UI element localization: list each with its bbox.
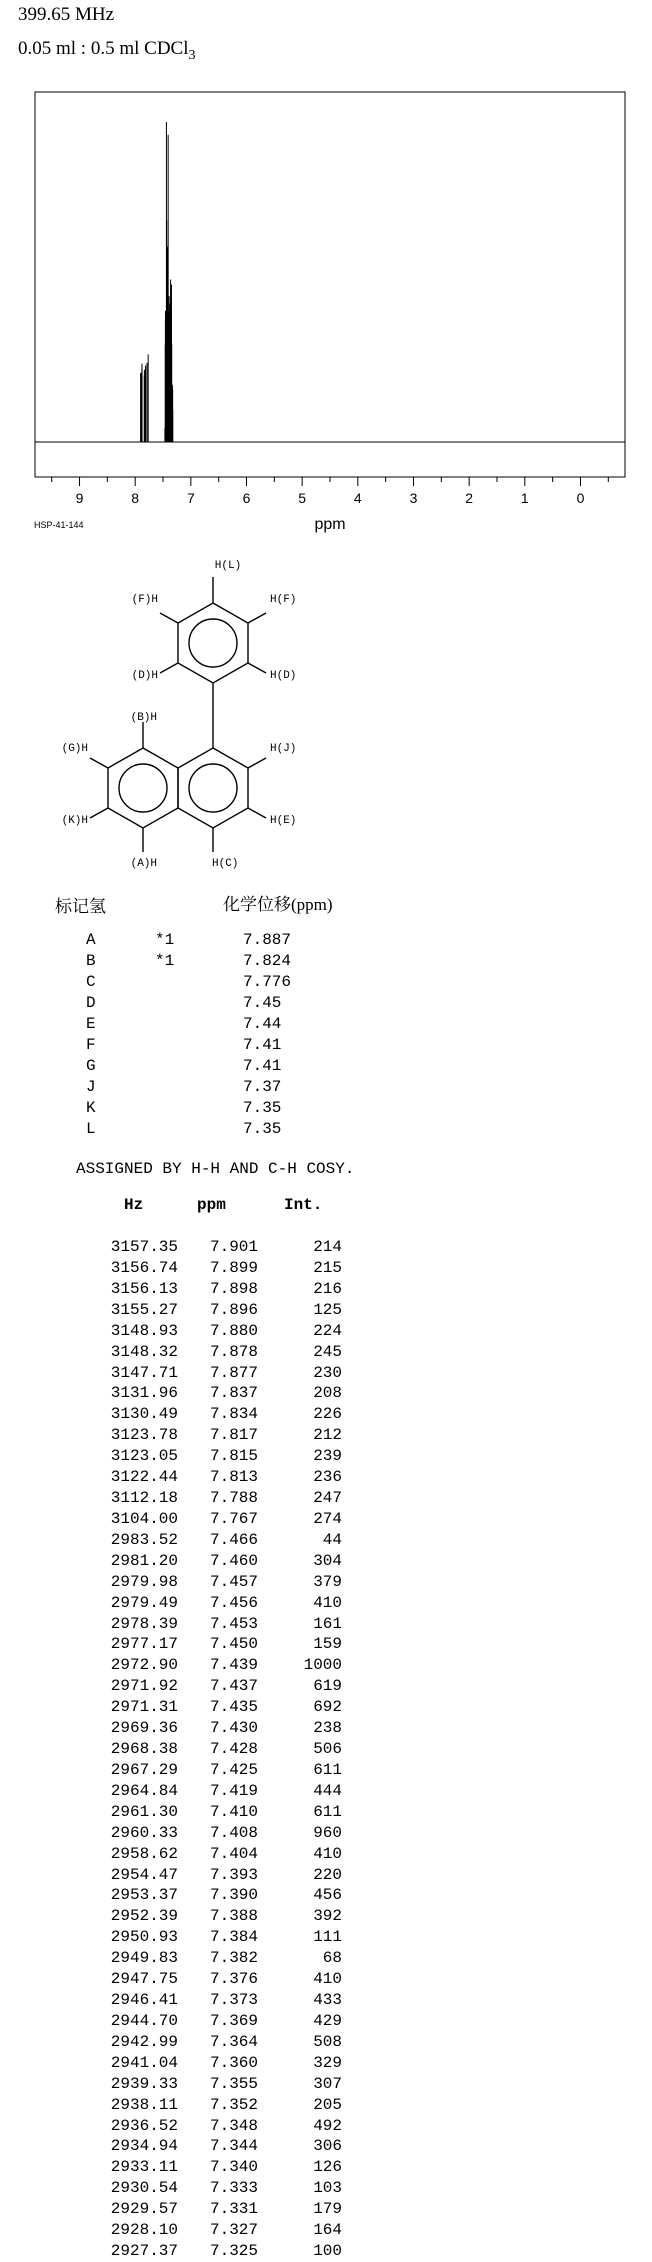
assignment-row (55, 1077, 375, 1098)
x-axis-title: ppm (314, 516, 346, 533)
peak-row (94, 2117, 344, 2137)
peak-hz: 2969.36 (110, 1719, 178, 1738)
peak-intensity: 274 (313, 1509, 342, 1528)
peak-hz: 2930.54 (110, 2179, 178, 2198)
peak-intensity: 245 (313, 1342, 342, 1361)
x-tick-label: 7 (186, 490, 195, 506)
peak-ppm: 7.373 (209, 1991, 258, 2009)
bond-h-d-right (248, 663, 266, 673)
peak-hz: 2927.37 (110, 2242, 178, 2260)
peak-hz: 2964.84 (110, 1781, 178, 1800)
peak-ppm: 7.355 (209, 2074, 258, 2093)
peak-hz: 2971.92 (110, 1677, 178, 1696)
assignment-label: G (86, 1057, 96, 1075)
peak-hz: 2928.10 (110, 2221, 178, 2240)
peak-intensity: 126 (313, 2158, 342, 2177)
peak-hz: 2952.39 (110, 1907, 178, 1926)
peak-intensity: 392 (313, 1907, 342, 1926)
assignment-label: B (86, 952, 96, 970)
peak-hz: 3156.13 (110, 1279, 178, 1298)
peak-row (94, 1280, 344, 1300)
peak-row (94, 1238, 344, 1258)
x-tick-label: 6 (242, 490, 251, 506)
peak-ppm: 7.457 (209, 1572, 258, 1591)
peak-row (94, 1656, 344, 1676)
assignment-shift: 7.41 (243, 1036, 282, 1054)
peak-row (94, 2054, 344, 2074)
peak-intensity: 306 (313, 2137, 342, 2156)
x-tick-label: 4 (353, 490, 362, 506)
peak-hz: 2954.47 (110, 1865, 178, 1884)
peak-ppm: 7.880 (209, 1321, 258, 1340)
peak-hz: 2967.29 (110, 1760, 178, 1779)
peak-ppm: 7.466 (209, 1530, 258, 1549)
peak-intensity: 125 (313, 1300, 342, 1319)
peak-hz: 2981.20 (110, 1551, 178, 1570)
assignment-label: E (86, 1015, 96, 1033)
peak-hz: 2979.98 (110, 1572, 178, 1591)
peak-hz: 3123.78 (110, 1426, 178, 1445)
assignment-shift: 7.41 (243, 1057, 282, 1075)
peak-intensity: 159 (313, 1635, 342, 1654)
peak-ppm: 7.333 (209, 2179, 258, 2198)
peak-row (94, 1573, 344, 1593)
atom-label-d-left: (D)H (131, 670, 158, 682)
peak-hz: 2942.99 (110, 2032, 178, 2051)
peak-row (94, 1468, 344, 1488)
peak-ppm: 7.898 (209, 1279, 258, 1298)
peak-intensity: 214 (313, 1238, 342, 1256)
assignment-shift: 7.887 (243, 931, 292, 949)
peak-hz: 2950.93 (110, 1928, 178, 1947)
peak-hz: 2939.33 (110, 2074, 178, 2093)
naphthalene-left-circle (119, 764, 167, 812)
peak-intensity: 224 (313, 1321, 342, 1340)
peak-intensity: 205 (313, 2095, 342, 2114)
peak-intensity: 329 (313, 2053, 342, 2072)
peak-hz: 2978.39 (110, 1614, 178, 1633)
peak-ppm: 7.435 (209, 1698, 258, 1717)
peak-row (94, 1845, 344, 1865)
peak-intensity: 433 (313, 1991, 342, 2009)
assignment-shift: 7.35 (243, 1120, 282, 1138)
peak-ppm: 7.410 (209, 1802, 258, 1821)
x-tick-label: 8 (131, 490, 140, 506)
peak-row (94, 1886, 344, 1906)
peak-ppm: 7.348 (209, 2116, 258, 2135)
peak-ppm: 7.430 (209, 1719, 258, 1738)
atom-label-k: (K)H (61, 815, 88, 827)
peak-intensity: 456 (313, 1886, 342, 1905)
peak-intensity: 215 (313, 1258, 342, 1277)
peak-intensity: 410 (313, 1593, 342, 1612)
peak-ppm: 7.815 (209, 1447, 258, 1466)
peak-intensity: 208 (313, 1384, 342, 1403)
peak-hz: 2953.37 (110, 1886, 178, 1905)
assignment-note: *1 (155, 931, 175, 949)
peak-row (94, 2012, 344, 2032)
peak-intensity: 220 (313, 1865, 342, 1884)
bond-h-f-right (248, 613, 266, 623)
peak-hz: 3148.93 (110, 1321, 178, 1340)
peak-ppm: 7.352 (209, 2095, 258, 2114)
peak-row (94, 2158, 344, 2178)
peak-hz: 2941.04 (110, 2053, 178, 2072)
assignment-label: F (86, 1036, 96, 1054)
assignment-label-header: 标记氢 (55, 897, 106, 916)
sample-id: HSP-41-144 (34, 520, 84, 530)
peak-intensity: 960 (313, 1823, 342, 1842)
peak-ppm: 7.767 (209, 1509, 258, 1528)
peak-ppm: 7.388 (209, 1907, 258, 1926)
peak-hz: 2934.94 (110, 2137, 178, 2156)
assignment-shift-header: 化学位移(ppm) (223, 895, 333, 914)
peak-hz: 3122.44 (110, 1468, 178, 1487)
atom-label-c: H(C) (212, 858, 239, 870)
assignment-label: K (86, 1099, 96, 1117)
peak-intensity: 236 (313, 1468, 342, 1487)
peak-row (94, 1698, 344, 1718)
peak-row (94, 1928, 344, 1948)
peak-row (94, 2179, 344, 2199)
peak-ppm: 7.325 (209, 2242, 258, 2260)
peak-ppm: 7.837 (209, 1384, 258, 1403)
peak-intensity: 239 (313, 1447, 342, 1466)
atom-label-j: H(J) (270, 743, 297, 755)
peak-row (94, 1510, 344, 1530)
peak-ppm: 7.453 (209, 1614, 258, 1633)
peak-intensity: 410 (313, 1844, 342, 1863)
peak-intensity: 103 (313, 2179, 342, 2198)
plot-frame (35, 92, 625, 477)
peak-hz: 2983.52 (110, 1530, 178, 1549)
peak-row (94, 1343, 344, 1363)
peak-row (94, 1949, 344, 1969)
peak-hz: 3155.27 (110, 1300, 178, 1319)
peak-ppm: 7.901 (209, 1238, 258, 1256)
atom-label-g: (G)H (61, 743, 88, 755)
peak-row (94, 1259, 344, 1279)
peak-hz: 3123.05 (110, 1447, 178, 1466)
assignment-row (55, 1056, 375, 1077)
peak-row (94, 1301, 344, 1321)
peak-ppm: 7.369 (209, 2011, 258, 2030)
atom-label-a: (A)H (130, 858, 157, 870)
peak-intensity: 247 (313, 1489, 342, 1507)
atom-label-l: H(L) (214, 560, 242, 572)
cosy-note: ASSIGNED BY H-H AND C-H COSY. (76, 1160, 355, 1178)
nmr-spectrum-chart (0, 0, 652, 540)
atom-label-f-right: H(F) (270, 594, 297, 606)
peak-hz: 2949.83 (110, 1949, 178, 1968)
solvent-text: 0.05 ml : 0.5 ml CDCl (18, 38, 189, 59)
assignment-row (55, 993, 375, 1014)
peak-row (94, 1552, 344, 1572)
peak-intensity: 307 (313, 2074, 342, 2093)
peak-intensity: 692 (313, 1698, 342, 1717)
assignment-label: C (86, 973, 96, 991)
peak-row (94, 1824, 344, 1844)
peak-ppm: 7.364 (209, 2032, 258, 2051)
peak-intensity: 506 (313, 1740, 342, 1758)
peak-row (94, 1426, 344, 1446)
assignment-note: *1 (155, 952, 175, 970)
peak-ppm: 7.817 (209, 1426, 258, 1445)
peak-hz: 3156.74 (110, 1258, 178, 1277)
peak-intensity: 1000 (303, 1656, 342, 1675)
phenyl-aromatic-circle (189, 619, 237, 667)
peak-hz: 2933.11 (110, 2158, 178, 2177)
peak-header-hz: Hz (124, 1196, 144, 1214)
assignment-shift: 7.44 (243, 1015, 282, 1033)
assignment-row (55, 1035, 375, 1056)
naphthalene-right-circle (189, 764, 237, 812)
peak-ppm: 7.428 (209, 1740, 258, 1758)
peak-ppm: 7.439 (209, 1656, 258, 1675)
x-tick-label: 1 (520, 490, 529, 506)
peak-row (94, 1364, 344, 1384)
peak-row (94, 1803, 344, 1823)
peak-intensity: 619 (313, 1677, 342, 1696)
peak-ppm: 7.382 (209, 1949, 258, 1968)
peak-row (94, 1635, 344, 1655)
peak-ppm: 7.360 (209, 2053, 258, 2072)
bond-h-k (90, 808, 108, 818)
peak-intensity: 179 (313, 2200, 342, 2219)
atom-label-f-left: (F)H (131, 594, 158, 606)
peak-ppm: 7.450 (209, 1635, 258, 1654)
peak-hz: 3104.00 (110, 1509, 178, 1528)
peak-row (94, 2075, 344, 2095)
peak-ppm: 7.419 (209, 1781, 258, 1800)
peak-row (94, 1405, 344, 1425)
peak-ppm: 7.376 (209, 1970, 258, 1989)
peak-header-ppm: ppm (197, 1196, 226, 1214)
peak-row (94, 1615, 344, 1635)
peak-ppm: 7.331 (209, 2200, 258, 2219)
peak-row (94, 1970, 344, 1990)
assignment-row (55, 1119, 375, 1140)
x-tick-label: 3 (409, 490, 418, 506)
peak-intensity: 379 (313, 1572, 342, 1591)
peak-row (94, 2200, 344, 2220)
peak-row (94, 1719, 344, 1739)
assignment-shift: 7.35 (243, 1099, 282, 1117)
peak-hz: 2946.41 (110, 1991, 178, 2009)
peak-intensity: 44 (322, 1530, 342, 1549)
peak-ppm: 7.896 (209, 1300, 258, 1319)
peak-ppm: 7.327 (209, 2221, 258, 2240)
peak-hz: 3131.96 (110, 1384, 178, 1403)
peak-row (94, 1677, 344, 1697)
peak-ppm: 7.788 (209, 1489, 258, 1507)
peak-ppm: 7.877 (209, 1363, 258, 1382)
peak-intensity: 216 (313, 1279, 342, 1298)
atom-label-e: H(E) (270, 815, 297, 827)
peak-intensity: 212 (313, 1426, 342, 1445)
peak-row (94, 1489, 344, 1509)
peak-hz: 3112.18 (110, 1489, 178, 1507)
peak-hz: 2961.30 (110, 1802, 178, 1821)
solvent-subscript: 3 (188, 47, 196, 63)
assignment-label: A (86, 931, 96, 949)
assignment-label: L (86, 1120, 96, 1138)
peak-ppm: 7.344 (209, 2137, 258, 2156)
assignment-row (55, 972, 375, 993)
peak-row (94, 1907, 344, 1927)
peak-row (94, 2096, 344, 2116)
peak-ppm: 7.340 (209, 2158, 258, 2177)
peak-ppm: 7.813 (209, 1468, 258, 1487)
peak-ppm: 7.456 (209, 1593, 258, 1612)
peak-ppm: 7.404 (209, 1844, 258, 1863)
peak-hz: 2960.33 (110, 1823, 178, 1842)
peak-intensity: 111 (313, 1928, 342, 1947)
peak-intensity: 68 (322, 1949, 342, 1968)
bond-h-f-left (160, 613, 178, 623)
assignment-shift: 7.45 (243, 994, 282, 1012)
x-tick-label: 0 (576, 490, 585, 506)
peak-intensity: 304 (313, 1551, 342, 1570)
peak-row (94, 1782, 344, 1802)
peak-intensity: 492 (313, 2116, 342, 2135)
peak-hz: 3130.49 (110, 1405, 178, 1424)
bond-h-e (248, 808, 266, 818)
peak-hz: 2936.52 (110, 2116, 178, 2135)
bond-h-j (248, 758, 266, 768)
peak-ppm: 7.390 (209, 1886, 258, 1905)
peak-ppm: 7.408 (209, 1823, 258, 1842)
assignment-row (55, 930, 375, 951)
peak-hz: 3157.35 (110, 1238, 178, 1256)
peak-hz: 3148.32 (110, 1342, 178, 1361)
peak-row (94, 1740, 344, 1760)
peak-intensity: 226 (313, 1405, 342, 1424)
peak-row (94, 1594, 344, 1614)
molecule-bonds (90, 577, 266, 852)
peak-hz: 2972.90 (110, 1656, 178, 1675)
peak-row (94, 1322, 344, 1342)
spectrometer-frequency: 399.65 MHz (18, 4, 115, 25)
peak-intensity: 410 (313, 1970, 342, 1989)
peak-hz: 2977.17 (110, 1635, 178, 1654)
bond-h-d-left (160, 663, 178, 673)
peak-hz: 3147.71 (110, 1363, 178, 1382)
peak-hz: 2929.57 (110, 2200, 178, 2219)
peak-ppm: 7.878 (209, 1342, 258, 1361)
peak-row (94, 1761, 344, 1781)
peak-row (94, 2221, 344, 2241)
x-tick-label: 2 (465, 490, 474, 506)
peak-group (141, 122, 173, 442)
peak-hz: 2971.31 (110, 1698, 178, 1717)
peak-row (94, 1866, 344, 1886)
peak-intensity: 164 (313, 2221, 342, 2240)
atom-label-d-right: H(D) (270, 670, 297, 682)
peak-hz: 2947.75 (110, 1970, 178, 1989)
peak-hz: 2944.70 (110, 2011, 178, 2030)
peak-row (94, 1447, 344, 1467)
peak-ppm: 7.437 (209, 1677, 258, 1696)
peak-intensity: 100 (313, 2242, 342, 2260)
atom-label-b: (B)H (130, 712, 157, 724)
peak-hz: 2938.11 (110, 2095, 178, 2114)
assignment-shift: 7.776 (243, 973, 292, 991)
peak-intensity: 444 (313, 1781, 342, 1800)
assignment-shift: 7.824 (243, 952, 292, 970)
peak-ppm: 7.384 (209, 1928, 258, 1947)
peak-row (94, 2242, 344, 2262)
peak-row (94, 1384, 344, 1404)
peak-row (94, 1991, 344, 2011)
peak-row (94, 1531, 344, 1551)
peak-row (94, 2033, 344, 2053)
peak-intensity: 230 (313, 1363, 342, 1382)
peak-hz: 2968.38 (110, 1740, 178, 1758)
assignment-row (55, 1098, 375, 1119)
peak-intensity: 611 (313, 1802, 342, 1821)
assignment-row (55, 951, 375, 972)
peak-hz: 2958.62 (110, 1844, 178, 1863)
peak-intensity: 611 (313, 1760, 342, 1779)
peak-intensity: 238 (313, 1719, 342, 1738)
assignment-label: J (86, 1078, 96, 1096)
peak-intensity: 508 (313, 2032, 342, 2051)
peak-ppm: 7.460 (209, 1551, 258, 1570)
peak-ppm: 7.834 (209, 1405, 258, 1424)
peak-ppm: 7.393 (209, 1865, 258, 1884)
assignment-label: D (86, 994, 96, 1012)
assignment-shift: 7.37 (243, 1078, 282, 1096)
peak-ppm: 7.425 (209, 1760, 258, 1779)
peak-hz: 2979.49 (110, 1593, 178, 1612)
peak-intensity: 161 (313, 1614, 342, 1633)
x-tick-label: 9 (75, 490, 84, 506)
peak-ppm: 7.899 (209, 1258, 258, 1277)
x-tick-label: 5 (298, 490, 307, 506)
bond-h-g (90, 758, 108, 768)
peak-intensity: 429 (313, 2011, 342, 2030)
assignment-row (55, 1014, 375, 1035)
peak-header-int: Int. (284, 1196, 323, 1214)
molecule-structure (0, 550, 400, 880)
peak-row (94, 2137, 344, 2157)
